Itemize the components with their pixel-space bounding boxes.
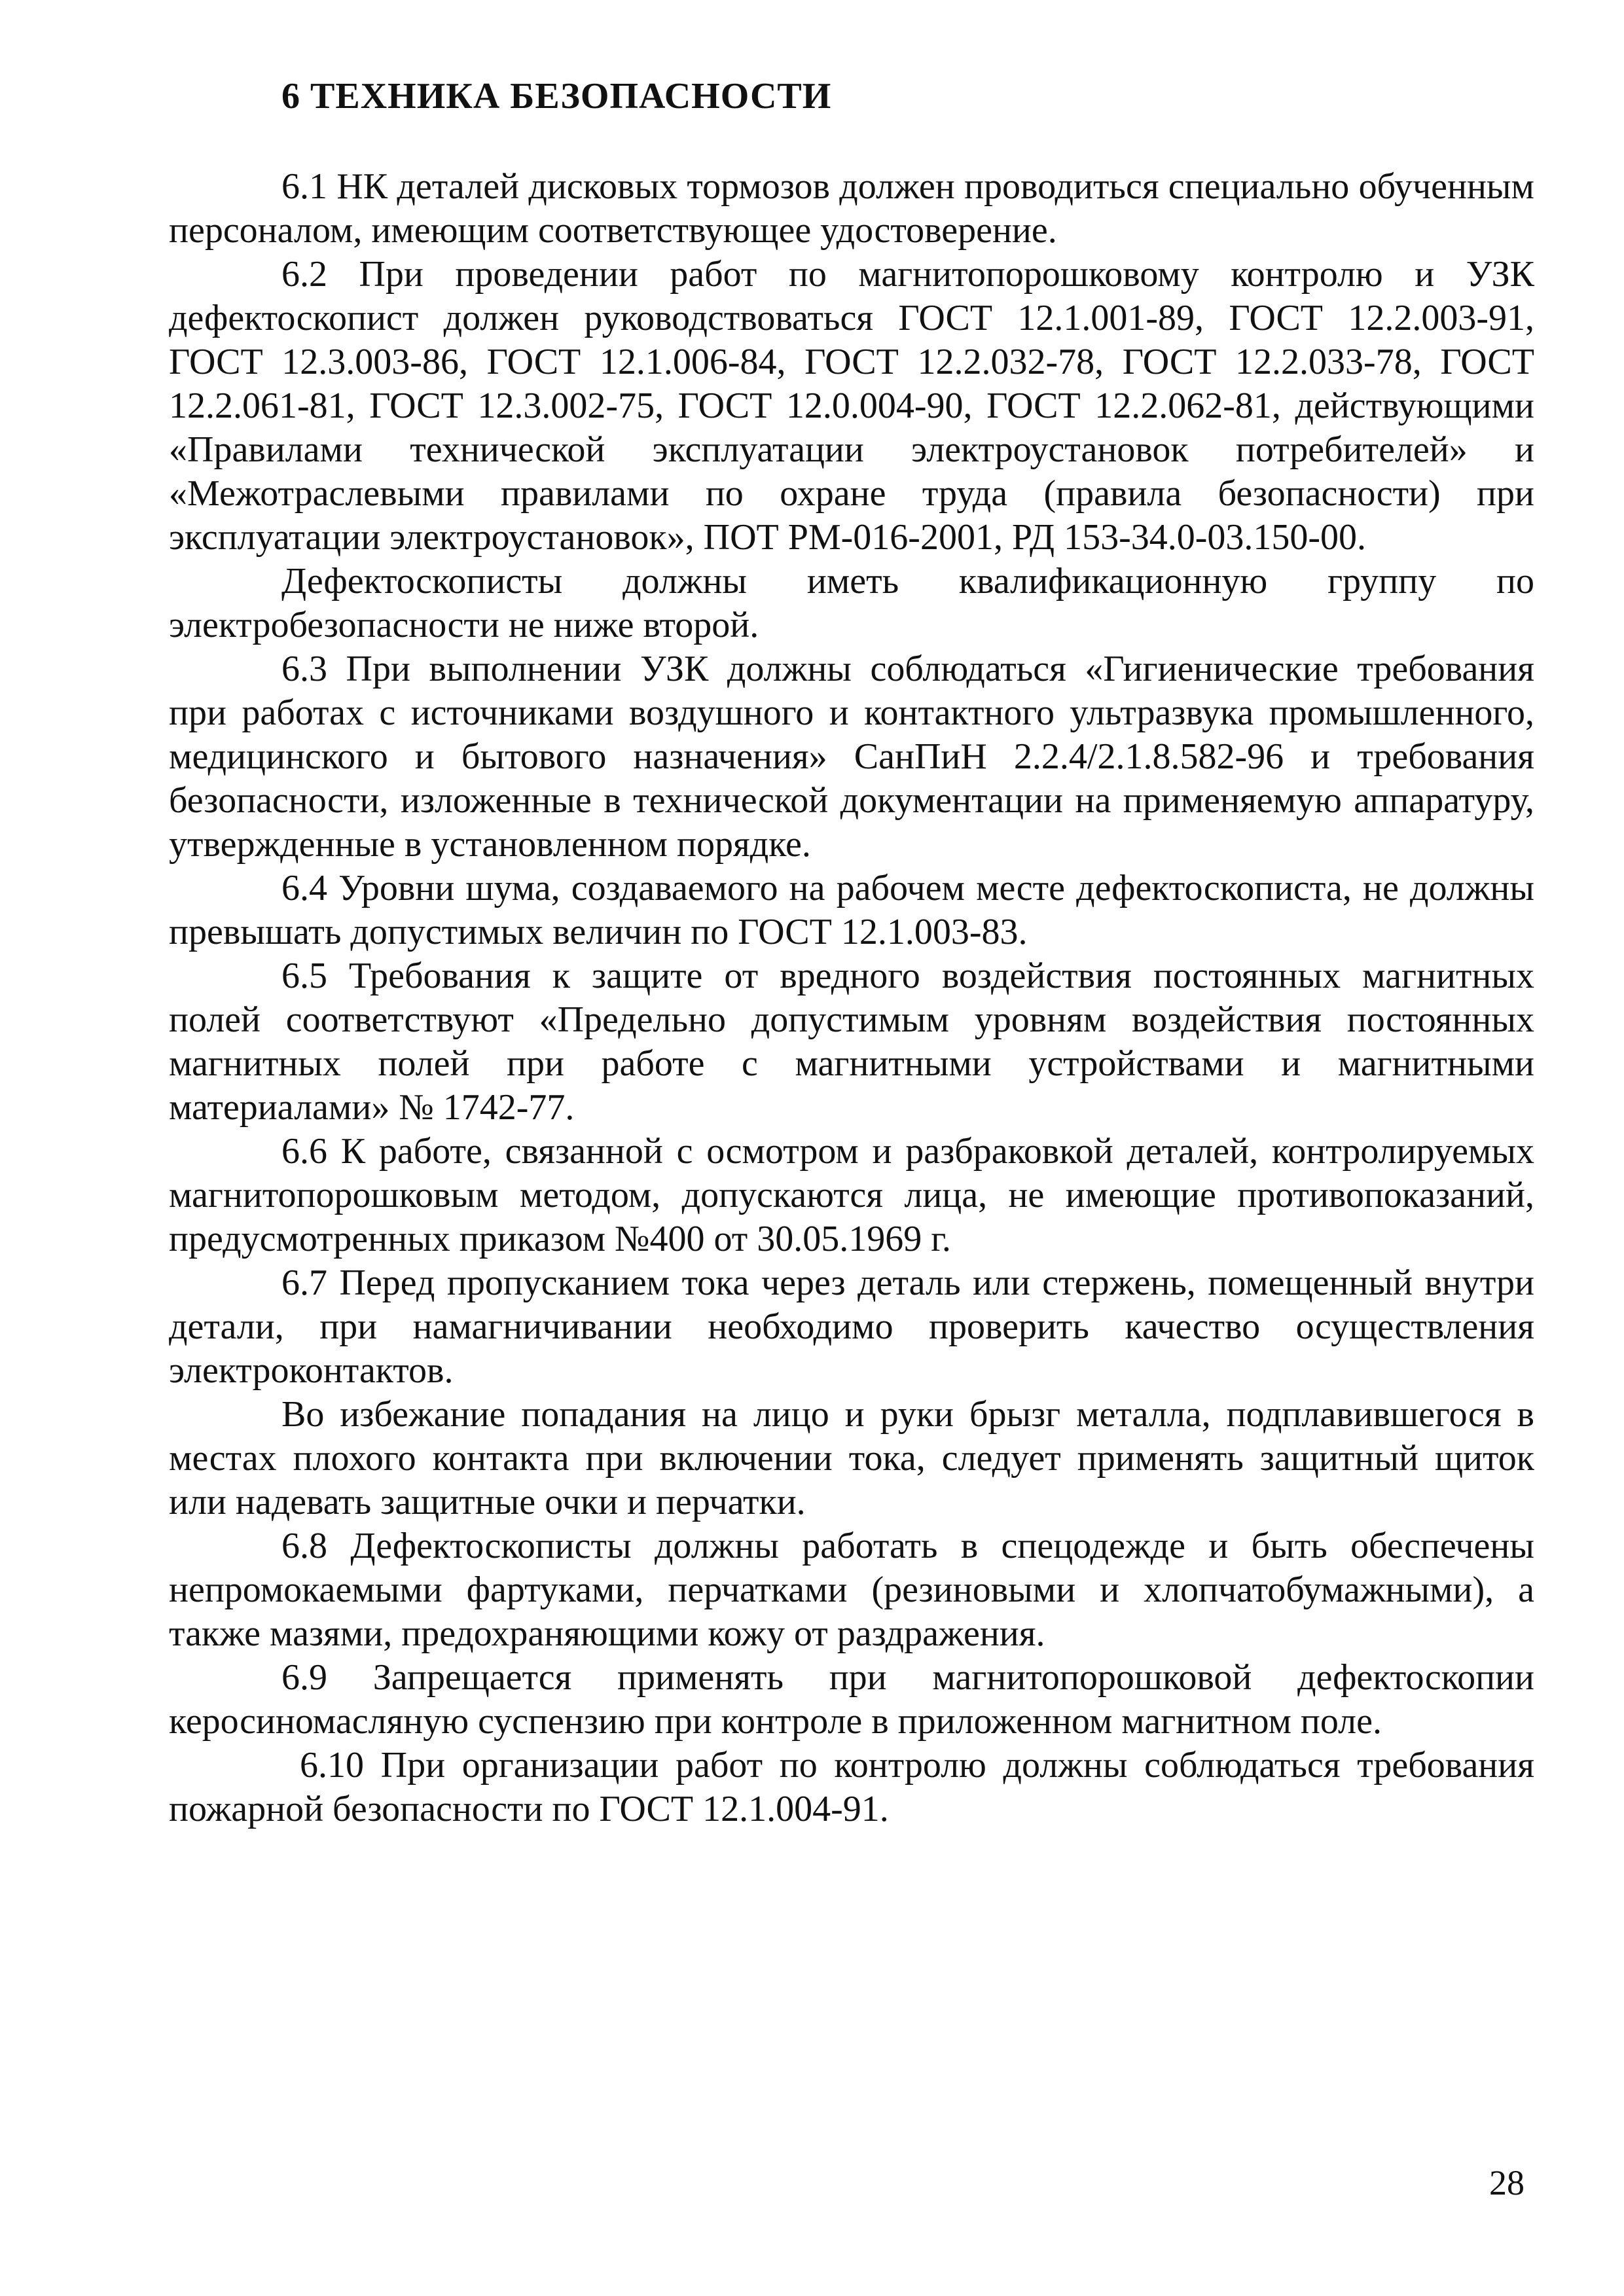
paragraph-6-10: 6.10 При организации работ по контролю должны соблюдаться требования пожарной безопасности по ГОСТ 12.1.004-91.	[169, 1745, 1534, 1829]
section-body	[169, 165, 1534, 1831]
paragraph-6-2-qualification: Дефектоскописты должны иметь квалификационную группу по электробезопасности не ниже второй.	[169, 561, 1534, 645]
paragraph-6-6: 6.6 К работе, связанной с осмотром и разбраковкой деталей, контролируемых магнитопорошковым методом, допускаются лица, не имеющие противопоказаний, предусмотренных приказом №400 от 30.05.1969 г.	[169, 1131, 1534, 1259]
page-number: 28	[1489, 2163, 1525, 2202]
paragraph-6-2: 6.2 При проведении работ по магнитопорошковому контролю и УЗК дефектоскопист должен руководствоваться ГОСТ 12.1.001-89, ГОСТ 12.2.003-91, ГОСТ 12.3.003-86, ГОСТ 12.1.006-84, ГОСТ 12.2.032-78, ГОСТ 12.2.033-78, ГОСТ 12.2.061-81, ГОСТ 12.3.002-75, ГОСТ 12.0.004-90, ГОСТ 12.2.062-81, действующими «Правилами технической эксплуатации электроустановок потребителей» и «Межотраслевыми правилами по охране труда (правила безопасности) при эксплуатации электроустановок», ПОТ РМ-016-2001, РД 153-34.0-03.150-00.	[169, 254, 1534, 558]
paragraph-6-8: 6.8 Дефектоскописты должны работать в спецодежде и быть обеспечены непромокаемыми фартуками, перчатками (резиновыми и хлопчатобумажными), а также мазями, предохраняющими кожу от раздражения.	[169, 1526, 1534, 1654]
paragraph-6-4: 6.4 Уровни шума, создаваемого на рабочем месте дефектоскописта, не должны превышать допустимых величин по ГОСТ 12.1.003-83.	[169, 868, 1534, 952]
section-heading: 6 ТЕХНИКА БЕЗОПАСНОСТИ	[281, 76, 832, 117]
paragraph-6-9: 6.9 Запрещается применять при магнитопорошковой дефектоскопии керосиномасляную суспензию при контроле в приложенном магнитном поле.	[169, 1657, 1534, 1742]
paragraph-6-3: 6.3 При выполнении УЗК должны соблюдаться «Гигиенические требования при работах с источниками воздушного и контактного ультразвука промышленного, медицинского и бытового назначения» СанПиН 2.2.4/2.1.8.582-96 и требования безопасности, изложенные в технической документации на применяемую аппаратуру, утвержденные в установленном порядке.	[169, 649, 1534, 865]
paragraph-6-5: 6.5 Требования к защите от вредного воздействия постоянных магнитных полей соответствуют «Предельно допустимым уровням воздействия постоянных магнитных полей при работе с магнитными устройствами и магнитными материалами» № 1742-77.	[169, 956, 1534, 1128]
paragraph-6-7-protection: Во избежание попадания на лицо и руки брызг металла, подплавившегося в местах плохого контакта при включении тока, следует применять защитный щиток или надевать защитные очки и перчатки.	[169, 1394, 1534, 1522]
paragraph-6-1: 6.1 НК деталей дисковых тормозов должен проводиться специально обученным персоналом, имеющим соответствующее удостоверение.	[169, 166, 1534, 251]
paragraph-6-7: 6.7 Перед пропусканием тока через деталь или стержень, помещенный внутри детали, при намагничивании необходимо проверить качество осуществления электроконтактов.	[169, 1263, 1534, 1391]
